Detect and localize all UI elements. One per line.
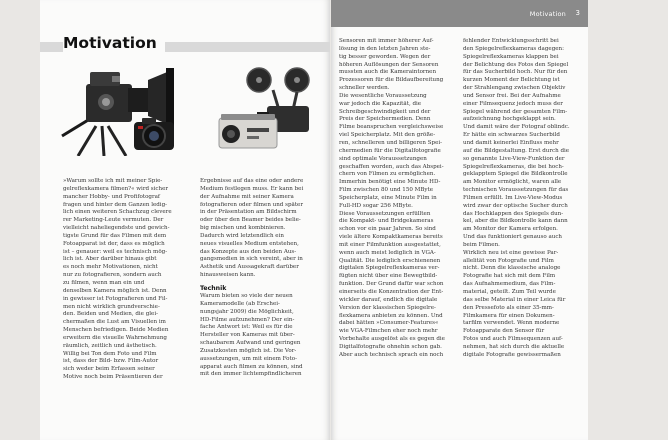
- text-line: aussetzungen, um mit einem Foto-: [200, 355, 297, 362]
- text-line: der Aufnahme mit seiner Kamera: [200, 193, 294, 200]
- text-line: geklapptem Spiegel die Bildkontrolle: [463, 171, 568, 178]
- text-line: am Monitor der Kamera erfolgen.: [463, 226, 558, 233]
- page-number: 3: [575, 9, 580, 17]
- text-line: Die wesentliche Voraussetzung: [339, 92, 427, 99]
- text-line: kurzen Moment der Belichtung ist: [463, 77, 560, 84]
- text-line: Filmen erfüllt. Im Live-View-Modus: [463, 194, 563, 201]
- text-line: Fotoapparat ist der, dass es möglich: [63, 240, 165, 247]
- text-line: ist, dass der Bild- bzw. Film-Autor: [63, 358, 159, 365]
- text-line: den. Beiden und Medien, die glei-: [63, 311, 158, 318]
- text-line: beim Filmen.: [463, 241, 500, 248]
- text-line: fache Antwort ist: Weil es für die: [200, 324, 293, 331]
- text-line: Wirklich neu ist eine gewisse Par-: [463, 249, 559, 256]
- text-line: kel, aber die Bildkontrolle kann dann: [463, 218, 568, 225]
- text-line: schaubarem Aufwand und geringen: [200, 340, 301, 347]
- text-line: fragen und hinter dem Ganzen ledig-: [63, 201, 167, 208]
- camera-photo: [56, 64, 186, 156]
- text-line: Aber auch technisch sprach ein noch: [339, 351, 444, 358]
- text-line: auf die Bildgestaltung. Erst durch die: [463, 147, 570, 154]
- text-line: ist – genauer: weil es technisch mög-: [63, 248, 168, 255]
- text-line: aufzeichnung hochgeklappt sein.: [463, 116, 556, 123]
- text-line: viele ältere Kompaktkameras bereits: [339, 234, 443, 241]
- text-line: mancher Hobby- und Profifotograf: [63, 193, 160, 200]
- text-line: Motive noch beim Präsentieren der: [63, 374, 163, 381]
- text-line: funktion. Der Grund dafür war schon: [339, 281, 444, 288]
- text-line: Zusatzkosten möglich ist. Die Vor-: [200, 347, 297, 354]
- section-heading-technik: Technik: [200, 284, 227, 292]
- right-page: [331, 0, 588, 440]
- text-line: denselben Kamera möglich ist. Denn: [63, 287, 167, 294]
- text-line: men nicht wirklich grundverschie-: [63, 303, 160, 310]
- text-line: in der Präsentation am Bildschirm: [200, 209, 297, 216]
- text-line: Vorbehalte ausgelöst als es gegen die: [339, 336, 445, 343]
- text-line: Spiegelreflexkameras klappen bei: [463, 53, 559, 60]
- text-line: Prozessoren für die Bildaufbereitung: [339, 77, 444, 84]
- text-line: Immerhin benötigt eine Minute HD-: [339, 179, 441, 186]
- text-line: sind optimale Voraussetzungen: [339, 155, 427, 162]
- text-line: apparat auch filmen zu können, sind: [200, 363, 303, 370]
- text-line: Diese Voraussetzungen erfüllten: [339, 210, 431, 217]
- text-line: Fotos und auch Filmsequenzen auf-: [463, 336, 563, 343]
- chapter-title: Motivation: [63, 33, 165, 53]
- text-line: Ergebnisse auf das eine oder andere: [200, 178, 304, 184]
- text-line: Medium festlegen muss. Er kann bei: [200, 185, 304, 192]
- text-line: den Pressefoto als einer 35-mm-: [463, 304, 554, 311]
- text-line: Schreibgeschwindigkeit und der: [339, 108, 431, 115]
- text-line: fotografieren oder filmen und später: [200, 201, 303, 208]
- text-line: oder über den Beamer beides belie-: [200, 217, 301, 224]
- text-line: gangsmedien in sich vereint, aber in: [200, 256, 303, 263]
- text-line: tigste Grund für das Filmen mit dem: [63, 232, 167, 239]
- text-line: zu filmen, wenn man ein und: [63, 279, 145, 286]
- text-line: schon vor ein paar Jahren. So sind: [339, 226, 436, 233]
- text-line: geschaffen worden, auch das Abspei-: [339, 163, 444, 170]
- text-line: nungsjahr 2009) die Möglichkeit,: [200, 308, 294, 315]
- text-line: Ästhetik und Aussagekraft darüber: [200, 264, 299, 271]
- text-line: gelreflexkamera filmen?« wird sicher: [63, 185, 169, 192]
- running-head: [331, 0, 588, 27]
- text-line: Warum bieten so viele der neuen: [200, 292, 293, 299]
- text-line: Qualität. Die lediglich erschienenen: [339, 257, 441, 264]
- text-line: am Monitor ermöglicht, waren alle: [463, 179, 562, 186]
- text-line: chern von Filmen zu ermöglichen.: [339, 171, 436, 178]
- text-line: erweitern die visuelle Wahrnehmung: [63, 334, 167, 341]
- text-line: wie VGA-Filmchen eher noch mehr: [339, 328, 438, 335]
- text-line: wird zwar der optische Sucher durch: [463, 202, 568, 209]
- text-line: Fotoapparate den Sensor für: [463, 328, 545, 335]
- text-line: in gewisser ist Fotografieren und Fil-: [63, 295, 168, 302]
- text-line: das selbe Material in einer Leica für: [463, 296, 566, 303]
- left-page: [40, 0, 330, 440]
- text-line: der Strahlengang zwischen Objektiv: [463, 85, 566, 92]
- text-line: tig besser geworden. Wegen der: [339, 53, 431, 60]
- text-line: Willig bei Ton dem Foto und Film: [63, 350, 157, 357]
- text-line: vielleicht naheliegendste und gewich-: [63, 225, 170, 232]
- text-line: lösung in den letzten Jahren ste-: [339, 45, 431, 52]
- text-line: Full-HD sogar 256 MByte.: [339, 202, 413, 209]
- text-line: lich einen weiteren Schachzug clevere: [63, 209, 172, 216]
- text-line: rer Marketing-Leute vermuten. Der: [63, 217, 164, 224]
- text-line: digitale Fotografie gewissermaßen: [463, 351, 561, 358]
- text-line: fügten nicht über eine Bewegtbild-: [339, 273, 438, 280]
- text-line: Digitalfotografie ohnehin schon gab.: [339, 343, 442, 350]
- text-line: Filmkamera für einen Dokumen-: [463, 312, 555, 319]
- text-line: Speicherplatz, eine Minute Film in: [339, 194, 437, 201]
- text-line: Dadurch wird letztendlich ein: [200, 232, 284, 239]
- text-line: war jedoch die Kapazität, die: [339, 100, 422, 107]
- text-line: mussten auch die Kameraintornen: [339, 69, 437, 76]
- text-line: nehmen, hat sich durch die aktuelle: [463, 343, 565, 350]
- text-line: das Aufnahmemedium, das Film-: [463, 281, 556, 288]
- text-line: Kameramodelle (ab Erschei-: [200, 300, 280, 307]
- text-line: dabei hätten »Consumer-Features«: [339, 320, 439, 327]
- text-line: Spiegelreflexkameras, die bei hoch-: [463, 163, 564, 170]
- text-line: digitalen Spiegelreflexkameras ver-: [339, 265, 440, 272]
- text-line: der Belichtung des Fotos den Spiegel: [463, 61, 569, 68]
- text-line: HD-Filme aufzunehmen? Der ein-: [200, 316, 295, 323]
- text-line: räumlich, zeitlich und ästhetisch.: [63, 342, 157, 349]
- text-line: chermedien für die Digitalfotografie: [339, 147, 441, 154]
- text-line: tarfilm verwendet. Wenn moderne: [463, 320, 560, 327]
- text-line: Er hätte ein schwarzes Sucherbild: [463, 132, 560, 139]
- text-line: big mischen und kombinieren.: [200, 225, 286, 232]
- text-line: es noch mehr Motivationen, nicht: [63, 264, 158, 271]
- right-column-1: [339, 38, 457, 360]
- text-line: ren, schnelleren und billigeren Spei-: [339, 139, 443, 146]
- text-line: material, geteilt. Zum Teil wurde: [463, 289, 556, 295]
- text-line: das Konzepte aus den beiden Aus-: [200, 248, 297, 255]
- text-line: Preis der Speichermedien. Denn: [339, 116, 431, 123]
- text-line: und damit keinerlei Einfluss mehr: [463, 139, 559, 146]
- text-line: nur zu fotografieren, sondern auch: [63, 272, 162, 279]
- text-line: sich weder beim Erfassen seiner: [63, 366, 155, 373]
- text-line: höheren Auflösungen der Sensoren: [339, 61, 439, 68]
- text-line: flexkamera anbieten zu können. Und: [339, 312, 443, 319]
- text-line: nicht. Denn die klassische analoge: [463, 265, 561, 272]
- text-line: einerseits die Konzentration der Ent-: [339, 289, 444, 295]
- text-line: Menschen befriedigen. Beide Medien: [63, 327, 169, 334]
- text-line: so genannte Live-View-Funktion der: [463, 155, 565, 162]
- text-line: einer Filmsequenz jedoch muss der: [463, 100, 563, 107]
- text-line: Film zwischen 80 und 150 MByte: [339, 187, 434, 194]
- text-line: wickler darauf, endlich die digitale: [339, 296, 438, 303]
- text-line: Fotografie hat sich mit dem Film: [463, 273, 556, 280]
- text-line: chermaßen die Lust am Visuellen im: [63, 319, 166, 326]
- text-line: fehlender Entwicklungsschritt bei: [463, 38, 559, 44]
- text-line: lich ist. Aber darüber hinaus gibt: [63, 256, 157, 263]
- text-line: technischen Voraussetzungen für das: [463, 187, 569, 194]
- text-line: Und damit wäre der Fotograf oblindc.: [463, 124, 570, 131]
- text-line: für das Sucherbild hoch. Nur für den: [463, 69, 568, 76]
- text-line: allelität von Fotografie und Film: [463, 257, 554, 264]
- text-line: wenn auch meist lediglich in VGA-: [339, 249, 436, 256]
- text-line: hinausweisen kann.: [200, 272, 256, 279]
- left-column-1: [63, 178, 188, 382]
- text-line: Hersteller von Kameras mit über-: [200, 332, 295, 339]
- text-line: mit den immer lichtempfindlicheren: [200, 371, 302, 378]
- projector-photo: [213, 66, 321, 154]
- text-line: neues visuelles Medium entstehen,: [200, 240, 299, 247]
- text-line: Spiegel während der gesamten Film-: [463, 108, 568, 115]
- text-line: »Warum sollte ich mit meiner Spie-: [63, 178, 163, 184]
- text-line: das Hochklappen des Spiegels dun-: [463, 210, 564, 217]
- running-head-title: Motivation: [529, 10, 566, 18]
- text-line: viel Speicherplatz. Mit den größe-: [339, 132, 436, 139]
- text-line: die Kompakt- und Bridgekameras: [339, 218, 434, 225]
- text-line: Version der klassischen Spiegelre-: [339, 304, 436, 311]
- left-column-2: [200, 178, 322, 379]
- text-line: und Sensor frei. Bei der Aufnahme: [463, 92, 561, 99]
- text-line: den Spiegelreflexkameras dagegen:: [463, 45, 564, 52]
- right-column-2: [463, 38, 581, 360]
- text-line: mit einer Filmfunktion ausgestattet,: [339, 241, 441, 248]
- text-line: Sensoren mit immer höherer Auf-: [339, 38, 434, 44]
- text-line: schneller werden.: [339, 85, 390, 92]
- text-line: Und das funktioniert genauso auch: [463, 234, 562, 241]
- text-line: Filme beanspruchen vergleichsweise: [339, 124, 444, 131]
